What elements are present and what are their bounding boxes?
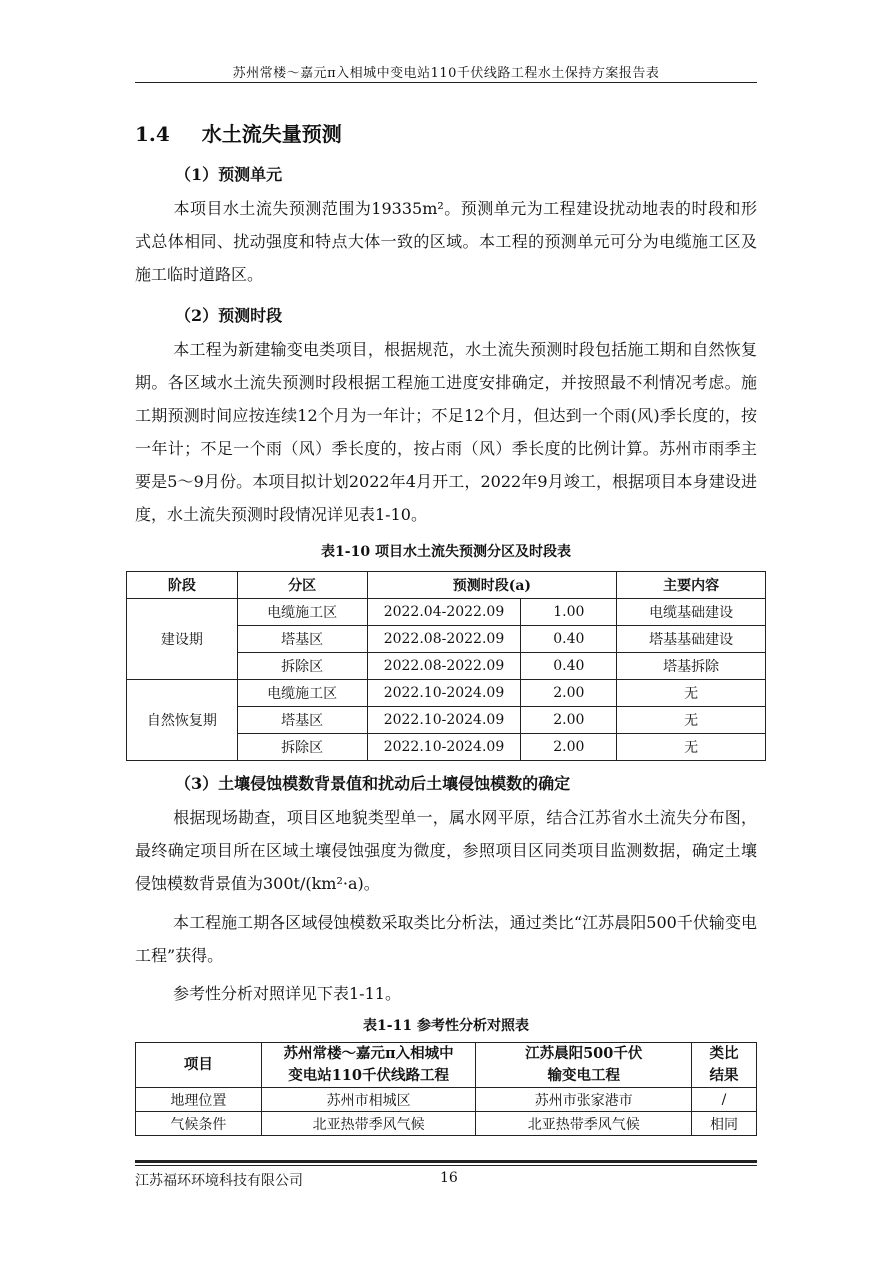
result-cell: 相同 xyxy=(692,1112,757,1136)
table-row xyxy=(127,680,766,707)
header-this-project xyxy=(261,1043,476,1088)
header-line: 类比 xyxy=(709,1045,739,1062)
content-cell: 无 xyxy=(617,707,766,734)
paragraph-text: 参考性分析对照详见下表1-11。 xyxy=(173,984,401,1003)
subheading-3: （3）土壤侵蚀模数背景值和扰动后土壤侵蚀模数的确定 xyxy=(175,774,571,793)
paragraph-erosion-background xyxy=(135,801,757,900)
zone-cell: 塔基区 xyxy=(237,626,367,653)
zone-cell: 电缆施工区 xyxy=(237,599,367,626)
table-row xyxy=(136,1112,757,1136)
table-row xyxy=(136,1088,757,1112)
paragraph-prediction-unit xyxy=(135,192,757,291)
range-cell: 2022.10-2024.09 xyxy=(367,734,521,761)
paragraph-analogy-method xyxy=(135,906,757,972)
this-cell: 苏州市相城区 xyxy=(261,1088,476,1112)
paragraph-text: 本工程施工期各区域侵蚀模数采取类比分析法，通过类比“江苏晨阳500千伏输变电工程”获得。 xyxy=(135,913,757,965)
years-cell: 1.00 xyxy=(521,599,617,626)
header-line: 苏州常楼～嘉元π入相城中 xyxy=(283,1045,454,1062)
section-heading: 水土流失量预测 xyxy=(201,122,342,146)
section-number: 1.4 xyxy=(135,122,170,146)
header-content: 主要内容 xyxy=(617,572,766,599)
footer-rule-thin xyxy=(135,1165,757,1166)
item-cell: 气候条件 xyxy=(136,1112,262,1136)
years-cell: 0.40 xyxy=(521,626,617,653)
years-cell: 2.00 xyxy=(521,707,617,734)
zone-cell: 电缆施工区 xyxy=(237,680,367,707)
header-line: 结果 xyxy=(709,1067,739,1084)
subheading-1: （1）预测单元 xyxy=(175,165,283,184)
paragraph-text: 本工程为新建输变电类项目，根据规范，水土流失预测时段包括施工期和自然恢复期。各区域水土流失预测时段根据工程施工进度安排确定，并按照最不利情况考虑。施工期预测时间应按连续12个月为一年计；不足12个月，但达到一个雨(风)季长度的，按一年计；不足一个雨（风）季长度的，按占雨（风）季长度的比例计算。苏州市雨季主要是5～9月份。本项目拟计划2022年4月开工，2022年9月竣工，根据项目本身建设进度，水土流失预测时段情况详见表1-10。 xyxy=(135,340,757,524)
header-stage: 阶段 xyxy=(127,572,238,599)
paragraph-reference xyxy=(135,977,757,1010)
table-1-10-caption: 表1-10 项目水土流失预测分区及时段表 xyxy=(321,544,571,560)
paragraph-prediction-period xyxy=(135,333,757,531)
table-header-row xyxy=(127,572,766,599)
section-title xyxy=(135,118,342,147)
header-rule xyxy=(135,82,757,83)
ref-cell: 北亚热带季风气候 xyxy=(476,1112,692,1136)
footer-rule xyxy=(135,1160,757,1163)
paragraph-text: 根据现场勘查，项目区地貌类型单一，属水网平原，结合江苏省水土流失分布图，最终确定项目所在区域土壤侵蚀强度为微度，参照项目区同类项目监测数据，确定土壤侵蚀模数背景值为300t/(km²·a)。 xyxy=(135,808,757,893)
subheading-2: （2）预测时段 xyxy=(175,306,283,325)
stage-cell: 建设期 xyxy=(127,599,238,680)
content-cell: 电缆基础建设 xyxy=(617,599,766,626)
stage-cell: 自然恢复期 xyxy=(127,680,238,761)
zone-cell: 塔基区 xyxy=(237,707,367,734)
header-line: 输变电工程 xyxy=(547,1067,620,1084)
header-zone: 分区 xyxy=(237,572,367,599)
years-cell: 2.00 xyxy=(521,734,617,761)
content-cell: 塔基拆除 xyxy=(617,653,766,680)
ref-cell: 苏州市张家港市 xyxy=(476,1088,692,1112)
content-cell: 塔基基础建设 xyxy=(617,626,766,653)
header-item: 项目 xyxy=(136,1043,262,1088)
range-cell: 2022.08-2022.09 xyxy=(367,653,521,680)
content-cell: 无 xyxy=(617,680,766,707)
header-result xyxy=(692,1043,757,1088)
item-cell: 地理位置 xyxy=(136,1088,262,1112)
header-period: 预测时段(a) xyxy=(367,572,617,599)
header-reference-project xyxy=(476,1043,692,1088)
zone-cell: 拆除区 xyxy=(237,734,367,761)
paragraph-text: 本项目水土流失预测范围为19335m²。预测单元为工程建设扰动地表的时段和形式总体相同、扰动强度和特点大体一致的区域。本工程的预测单元可分为电缆施工区及施工临时道路区。 xyxy=(135,199,757,284)
header-line: 变电站110千伏线路工程 xyxy=(288,1067,449,1084)
page-header: 苏州常楼～嘉元π入相城中变电站110千伏线路工程水土保持方案报告表 xyxy=(232,66,660,81)
table-1-10 xyxy=(126,571,766,761)
footer-company: 江苏福环环境科技有限公司 xyxy=(135,1173,303,1189)
table-row xyxy=(127,599,766,626)
header-line: 江苏晨阳500千伏 xyxy=(525,1045,643,1062)
years-cell: 0.40 xyxy=(521,653,617,680)
page-number: 16 xyxy=(440,1170,458,1186)
range-cell: 2022.10-2024.09 xyxy=(367,680,521,707)
content-cell: 无 xyxy=(617,734,766,761)
result-cell: / xyxy=(692,1088,757,1112)
table-1-11-caption: 表1-11 参考性分析对照表 xyxy=(363,1018,529,1034)
years-cell: 2.00 xyxy=(521,680,617,707)
this-cell: 北亚热带季风气候 xyxy=(261,1112,476,1136)
table-1-11 xyxy=(135,1042,757,1136)
range-cell: 2022.10-2024.09 xyxy=(367,707,521,734)
zone-cell: 拆除区 xyxy=(237,653,367,680)
table-header-row xyxy=(136,1043,757,1088)
range-cell: 2022.08-2022.09 xyxy=(367,626,521,653)
range-cell: 2022.04-2022.09 xyxy=(367,599,521,626)
